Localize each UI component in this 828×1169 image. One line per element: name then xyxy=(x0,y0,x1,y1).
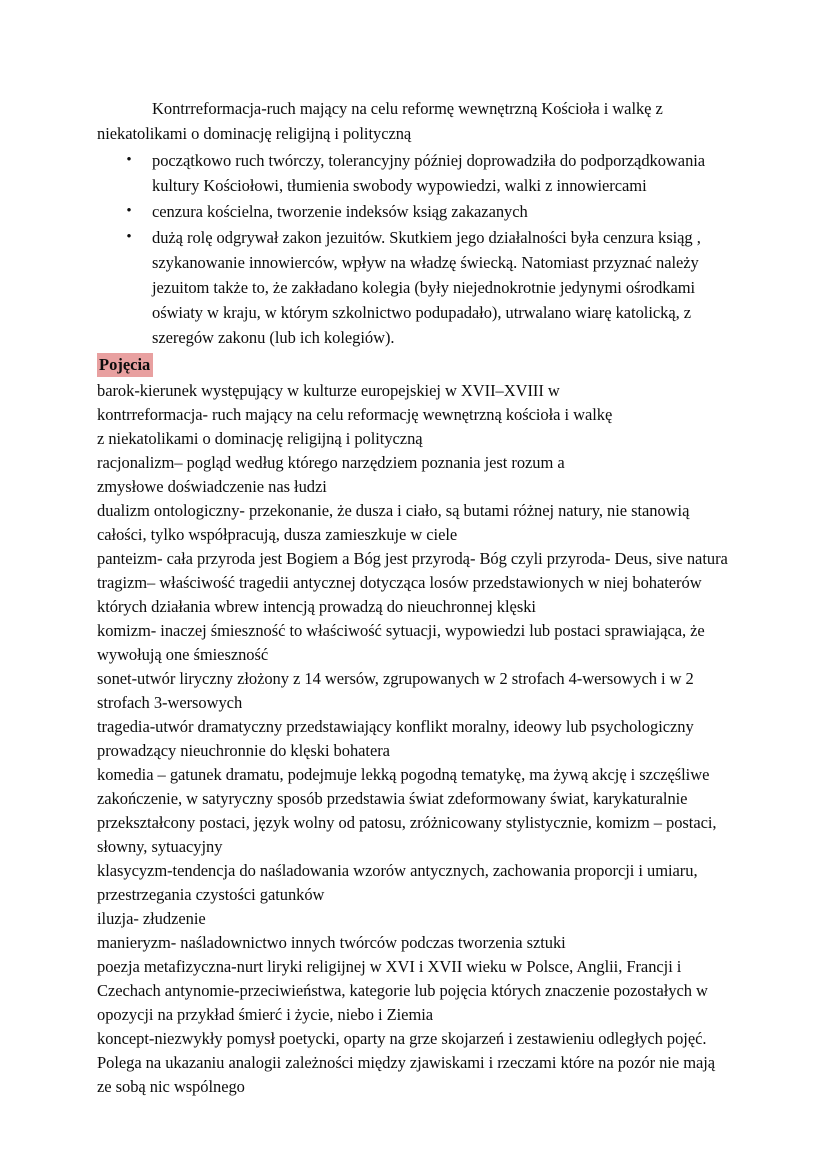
definition-entry: dualizm ontologiczny- przekonanie, że dusza i ciało, są butami różnej natury, nie stanowią całości, tylko współpracują, dusza zamieszkuje w ciele xyxy=(97,501,690,544)
definition-entry: sonet-utwór liryczny złożony z 14 wersów, zgrupowanych w 2 strofach 4-wersowych i w 2 strofach 3-wersowych xyxy=(97,669,694,712)
definitions-list xyxy=(97,379,731,1099)
definition-entry: tragizm– właściwość tragedii antycznej dotycząca losów przedstawionych w niej bohaterów których działania wbrew intencją prowadzą do nieuchronnej klęski xyxy=(97,573,702,616)
definition-entry: panteizm- cała przyroda jest Bogiem a Bóg jest przyrodą- Bóg czyli przyroda- Deus, sive natura xyxy=(97,549,728,568)
definition-entry: barok-kierunek występujący w kulturze europejskiej w XVII–XVIII w xyxy=(97,381,560,400)
section-heading-pojecia xyxy=(97,353,731,377)
bullet-icon: • xyxy=(126,229,132,245)
list-item xyxy=(97,225,731,350)
definition-entry: tragedia-utwór dramatyczny przedstawiający konflikt moralny, ideowy lub psychologiczny prowadzący nieuchronnie do klęski bohatera xyxy=(97,717,694,760)
highlighted-heading-text: Pojęcia xyxy=(97,353,153,377)
definition-entry: komizm- inaczej śmieszność to właściwość sytuacji, wypowiedzi lub postaci sprawiająca, że wywołują one śmieszność xyxy=(97,621,705,664)
definition-entry: poezja metafizyczna-nurt liryki religijnej w XVI i XVII wieku w Polsce, Anglii, Francji i Czechach antynomie-przeciwieństwa, kategorie lub pojęcia których znaczenie pozostałych w opozycji na przykład śmierć i życie, niebo i Ziemia xyxy=(97,957,708,1024)
definition-entry: kontrreformacja- ruch mający na celu reformację wewnętrzną kościoła i walkę z niekatolikami o dominację religijną i polityczną xyxy=(97,405,613,448)
list-item-text: początkowo ruch twórczy, tolerancyjny później doprowadziła do podporządkowania kultury Kościołowi, tłumienia swobody wypowiedzi, walki z innowiercami xyxy=(152,151,706,195)
bullet-icon: • xyxy=(126,152,132,168)
definition-entry: manieryzm- naśladownictwo innych twórców podczas tworzenia sztuki xyxy=(97,933,566,952)
definition-entry: koncept-niezwykły pomysł poetycki, oparty na grze skojarzeń i zestawieniu odległych pojęć. Polega na ukazaniu analogii zależności między zjawiskami i rzeczami które na pozór nie mają ze sobą nic wspólnego xyxy=(97,1029,716,1096)
definition-entry: racjonalizm– pogląd według którego narzędziem poznania jest rozum a zmysłowe doświadczenie nas łudzi xyxy=(97,453,565,496)
intro-paragraph: Kontrreformacja-ruch mający na celu reformę wewnętrzną Kościoła i walkę z niekatolikami o dominację religijną i polityczną xyxy=(97,99,663,143)
document-content xyxy=(97,96,731,1099)
list-item-text: cenzura kościelna, tworzenie indeksów ksiąg zakazanych xyxy=(152,202,528,221)
list-item xyxy=(97,199,731,224)
kontrreformacja-bullet-list xyxy=(97,148,731,350)
list-item-text: dużą rolę odgrywał zakon jezuitów. Skutkiem jego działalności była cenzura ksiąg , szykanowanie innowierców, wpływ na władzę świecką. Natomiast przyznać należy jezuitom także to, że zakładano kolegia (były niejednokrotnie jedynymi ośrodkami oświaty w kraju, w którym szkolnictwo podupadało), utrwalano wiarę katolicką, z szeregów zakonu (lub ich kolegiów). xyxy=(152,228,701,347)
definition-entry: iluzja- złudzenie xyxy=(97,909,206,928)
definition-entry: komedia – gatunek dramatu, podejmuje lekką pogodną tematykę, ma żywą akcję i szczęśliwe zakończenie, w satyryczny sposób przedstawia świat zdeformowany świat, karykaturalnie przekształcony postaci, język wolny od patosu, zróżnicowany stylistycznie, komizm – postaci, słowny, sytuacyjny xyxy=(97,765,717,856)
bullet-icon: • xyxy=(126,203,132,219)
definition-entry: klasycyzm-tendencja do naśladowania wzorów antycznych, zachowania proporcji i umiaru, przestrzegania czystości gatunków xyxy=(97,861,698,904)
list-item xyxy=(97,148,731,198)
